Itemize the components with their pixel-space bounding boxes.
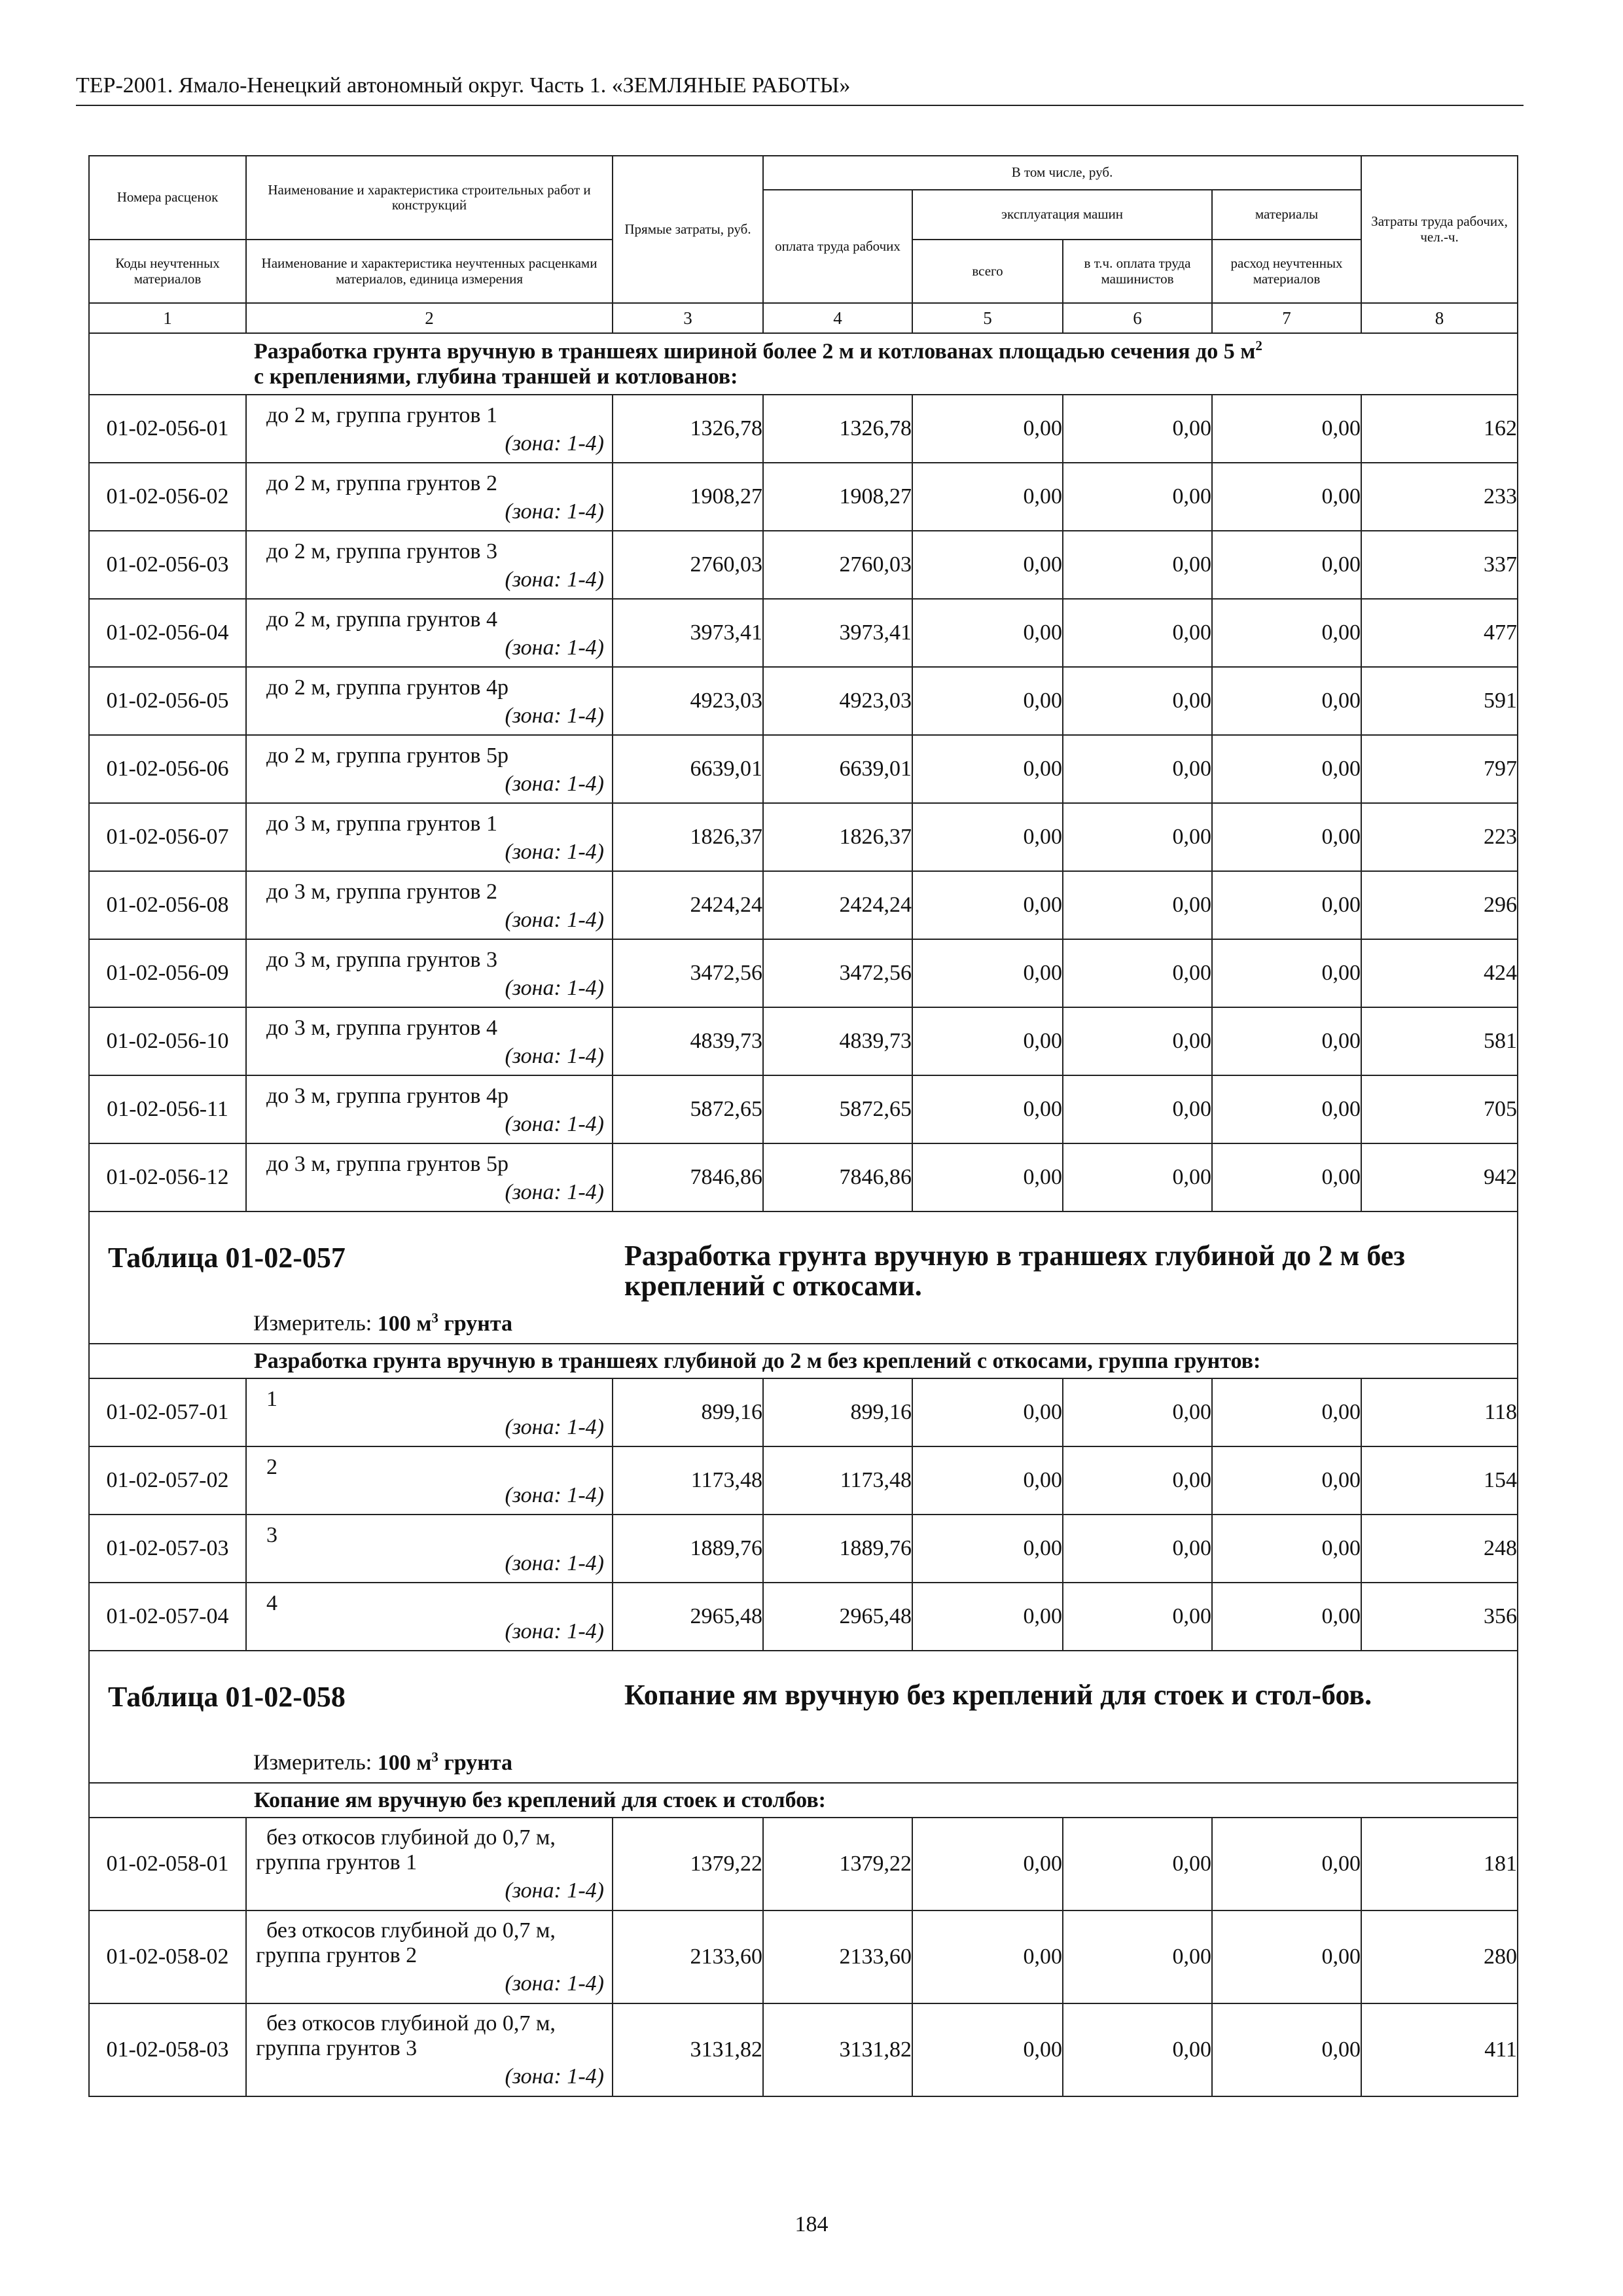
- col-header-machine-operation: эксплуатация машин: [912, 190, 1212, 240]
- col-number: 4: [763, 303, 912, 333]
- zone-label: (зона: 1-4): [505, 908, 604, 933]
- work-name: до 2 м, группа грунтов 3: [266, 539, 497, 564]
- work-name: без откосов глубиной до 0,7 м, группа грунтов 1: [256, 1825, 556, 1874]
- table-title: Копание ям вручную без креплений для стоек и стол-бов.: [624, 1678, 1372, 1711]
- machines-total: 0,00: [912, 939, 1063, 1007]
- direct-costs: 6639,01: [613, 735, 763, 803]
- labor-pay: 1379,22: [763, 1818, 912, 1910]
- unaccounted-materials: 0,00: [1212, 1910, 1361, 2003]
- machinist-pay: 0,00: [1063, 1378, 1212, 1446]
- work-name: до 2 м, группа грунтов 4: [266, 607, 497, 632]
- machinist-pay: 0,00: [1063, 803, 1212, 871]
- direct-costs: 3973,41: [613, 599, 763, 667]
- machinist-pay: 0,00: [1063, 395, 1212, 463]
- work-description: [246, 599, 613, 667]
- labor-pay: 7846,86: [763, 1143, 912, 1211]
- table-title: Разработка грунта вручную в траншеях глубиной до 2 м без креплений с откосами.: [624, 1239, 1405, 1302]
- machines-total: 0,00: [912, 667, 1063, 735]
- labor-hours: 280: [1361, 1910, 1518, 2003]
- table-caption-row: [89, 1651, 1518, 1783]
- machines-total: 0,00: [912, 531, 1063, 599]
- work-description: [246, 803, 613, 871]
- rate-code: 01-02-056-10: [89, 1007, 246, 1075]
- labor-pay: 6639,01: [763, 735, 912, 803]
- machines-total: 0,00: [912, 1515, 1063, 1583]
- work-description: [246, 1515, 613, 1583]
- machinist-pay: 0,00: [1063, 1583, 1212, 1651]
- unaccounted-materials: 0,00: [1212, 1818, 1361, 1910]
- zone-label: (зона: 1-4): [505, 1112, 604, 1137]
- unaccounted-materials: 0,00: [1212, 871, 1361, 939]
- zone-label: (зона: 1-4): [505, 2064, 604, 2089]
- zone-label: (зона: 1-4): [505, 1180, 604, 1205]
- zone-label: (зона: 1-4): [505, 976, 604, 1001]
- labor-hours: 591: [1361, 667, 1518, 735]
- work-description: [246, 2003, 613, 2096]
- labor-pay: 899,16: [763, 1378, 912, 1446]
- table-caption-057: [89, 1211, 1518, 1344]
- labor-pay: 2133,60: [763, 1910, 912, 2003]
- machines-total: 0,00: [912, 1910, 1063, 2003]
- machinist-pay: 0,00: [1063, 939, 1212, 1007]
- zone-label: (зона: 1-4): [505, 1619, 604, 1644]
- work-description: [246, 1075, 613, 1143]
- work-description: [246, 735, 613, 803]
- zone-label: (зона: 1-4): [505, 772, 604, 797]
- rate-code: 01-02-057-02: [89, 1446, 246, 1515]
- rates-table: [88, 155, 1518, 2097]
- col-number: 5: [912, 303, 1063, 333]
- labor-pay: 4839,73: [763, 1007, 912, 1075]
- labor-hours: 296: [1361, 871, 1518, 939]
- zone-label: (зона: 1-4): [505, 1878, 604, 1903]
- work-name: 4: [266, 1590, 277, 1615]
- direct-costs: 5872,65: [613, 1075, 763, 1143]
- direct-costs: 899,16: [613, 1378, 763, 1446]
- direct-costs: 4923,03: [613, 667, 763, 735]
- work-description: [246, 1378, 613, 1446]
- work-name: 2: [266, 1454, 277, 1479]
- table-row: [89, 463, 1518, 531]
- machinist-pay: 0,00: [1063, 1007, 1212, 1075]
- labor-hours: 356: [1361, 1583, 1518, 1651]
- direct-costs: 1173,48: [613, 1446, 763, 1515]
- col-header-labor-hours: Затраты труда рабочих, чел.-ч.: [1361, 156, 1518, 303]
- direct-costs: 1908,27: [613, 463, 763, 531]
- col-number: 3: [613, 303, 763, 333]
- table-row: [89, 1378, 1518, 1446]
- measure-unit: [253, 1749, 512, 1775]
- labor-hours: 154: [1361, 1446, 1518, 1515]
- section-heading-058: [246, 1783, 1518, 1818]
- labor-pay: 1889,76: [763, 1515, 912, 1583]
- work-description: [246, 667, 613, 735]
- labor-hours: 581: [1361, 1007, 1518, 1075]
- labor-hours: 477: [1361, 599, 1518, 667]
- labor-hours: 942: [1361, 1143, 1518, 1211]
- col-header-material-codes: Коды неучтенных материалов: [89, 240, 246, 303]
- rate-code: 01-02-056-06: [89, 735, 246, 803]
- unaccounted-materials: 0,00: [1212, 803, 1361, 871]
- machinist-pay: 0,00: [1063, 1910, 1212, 2003]
- work-description: [246, 1583, 613, 1651]
- direct-costs: 3472,56: [613, 939, 763, 1007]
- rate-code: 01-02-057-01: [89, 1378, 246, 1446]
- zone-label: (зона: 1-4): [505, 1044, 604, 1069]
- unaccounted-materials: 0,00: [1212, 939, 1361, 1007]
- unaccounted-materials: 0,00: [1212, 463, 1361, 531]
- labor-pay: 1326,78: [763, 395, 912, 463]
- section-heading-row: [89, 1344, 1518, 1378]
- work-name: до 3 м, группа грунтов 2: [266, 879, 497, 904]
- labor-hours: 337: [1361, 531, 1518, 599]
- table-row: [89, 735, 1518, 803]
- work-description: [246, 1446, 613, 1515]
- measure-unit-tail: грунта: [438, 1750, 512, 1775]
- col-header-machines-total: всего: [912, 240, 1063, 303]
- rate-code: 01-02-056-02: [89, 463, 246, 531]
- zone-label: (зона: 1-4): [505, 1971, 604, 1996]
- measure-unit-sup: 3: [431, 1749, 438, 1765]
- unaccounted-materials: 0,00: [1212, 2003, 1361, 2096]
- col-number: 7: [1212, 303, 1361, 333]
- work-name: до 3 м, группа грунтов 5р: [266, 1151, 508, 1176]
- labor-hours: 118: [1361, 1378, 1518, 1446]
- measure-unit: [253, 1310, 512, 1336]
- labor-pay: 1826,37: [763, 803, 912, 871]
- rate-code: 01-02-056-09: [89, 939, 246, 1007]
- measure-unit-tail: грунта: [438, 1311, 512, 1336]
- work-description: [246, 1818, 613, 1910]
- machinist-pay: 0,00: [1063, 871, 1212, 939]
- table-row: [89, 803, 1518, 871]
- work-name: без откосов глубиной до 0,7 м, группа грунтов 3: [256, 2011, 556, 2060]
- machinist-pay: 0,00: [1063, 667, 1212, 735]
- direct-costs: 2133,60: [613, 1910, 763, 2003]
- direct-costs: 4839,73: [613, 1007, 763, 1075]
- machines-total: 0,00: [912, 395, 1063, 463]
- work-description: [246, 463, 613, 531]
- machines-total: 0,00: [912, 1818, 1063, 1910]
- work-name: до 3 м, группа грунтов 4р: [266, 1083, 508, 1108]
- zone-label: (зона: 1-4): [505, 567, 604, 592]
- measure-label: Измеритель:: [253, 1311, 378, 1336]
- machines-total: 0,00: [912, 735, 1063, 803]
- labor-pay: 1173,48: [763, 1446, 912, 1515]
- direct-costs: 2760,03: [613, 531, 763, 599]
- table-row: [89, 395, 1518, 463]
- machinist-pay: 0,00: [1063, 1818, 1212, 1910]
- section-heading-text: Копание ям вручную без креплений для стоек и столбов:: [254, 1787, 827, 1812]
- work-description: [246, 1910, 613, 2003]
- section-heading-text: с креплениями, глубина траншей и котлованов:: [254, 365, 738, 389]
- zone-label: (зона: 1-4): [505, 1483, 604, 1508]
- machinist-pay: 0,00: [1063, 1075, 1212, 1143]
- unaccounted-materials: 0,00: [1212, 1583, 1361, 1651]
- measure-value: [378, 1751, 512, 1775]
- table-row: [89, 1007, 1518, 1075]
- labor-pay: 3472,56: [763, 939, 912, 1007]
- rate-code: 01-02-056-05: [89, 667, 246, 735]
- section-spacer: [89, 333, 246, 395]
- work-name: до 3 м, группа грунтов 1: [266, 811, 497, 836]
- zone-label: (зона: 1-4): [505, 1551, 604, 1576]
- unaccounted-materials: 0,00: [1212, 1143, 1361, 1211]
- table-row: [89, 2003, 1518, 2096]
- machines-total: 0,00: [912, 2003, 1063, 2096]
- table-row: [89, 1143, 1518, 1211]
- table-row: [89, 1075, 1518, 1143]
- work-name: до 2 м, группа грунтов 2: [266, 471, 497, 495]
- work-description: [246, 531, 613, 599]
- table-caption-row: [89, 1211, 1518, 1344]
- zone-label: (зона: 1-4): [505, 1415, 604, 1440]
- machinist-pay: 0,00: [1063, 1515, 1212, 1583]
- direct-costs: 3131,82: [613, 2003, 763, 2096]
- section-heading-056: [246, 333, 1518, 395]
- labor-pay: 5872,65: [763, 1075, 912, 1143]
- section-heading-057: [246, 1344, 1518, 1378]
- labor-pay: 2760,03: [763, 531, 912, 599]
- table-number: Таблица 01-02-058: [108, 1680, 346, 1713]
- labor-pay: 1908,27: [763, 463, 912, 531]
- machinist-pay: 0,00: [1063, 735, 1212, 803]
- machinist-pay: 0,00: [1063, 463, 1212, 531]
- direct-costs: 2965,48: [613, 1583, 763, 1651]
- rate-code: 01-02-057-03: [89, 1515, 246, 1583]
- work-name: до 2 м, группа грунтов 4р: [266, 675, 508, 700]
- machines-total: 0,00: [912, 1446, 1063, 1515]
- rate-code: 01-02-056-03: [89, 531, 246, 599]
- col-number: 1: [89, 303, 246, 333]
- machines-total: 0,00: [912, 1583, 1063, 1651]
- labor-hours: 248: [1361, 1515, 1518, 1583]
- section-heading-text: Разработка грунта вручную в траншеях глубиной до 2 м без креплений с откосами, группа грунтов:: [254, 1348, 1261, 1373]
- unaccounted-materials: 0,00: [1212, 667, 1361, 735]
- labor-pay: 3131,82: [763, 2003, 912, 2096]
- measure-unit-sup: 3: [431, 1310, 438, 1326]
- measure-value: [378, 1312, 512, 1336]
- rate-code: 01-02-056-01: [89, 395, 246, 463]
- section-spacer: [89, 1344, 246, 1378]
- measure-label: Измеритель:: [253, 1750, 378, 1775]
- machinist-pay: 0,00: [1063, 1143, 1212, 1211]
- section-spacer: [89, 1783, 246, 1818]
- table-row: [89, 1583, 1518, 1651]
- measure-unit-text: 100 м: [377, 1750, 432, 1775]
- rate-code: 01-02-058-03: [89, 2003, 246, 2096]
- col-header-work-name: Наименование и характеристика строительных работ и конструкций: [246, 156, 613, 240]
- col-header-including: В том числе, руб.: [763, 156, 1361, 190]
- rate-code: 01-02-056-08: [89, 871, 246, 939]
- unaccounted-materials: 0,00: [1212, 1378, 1361, 1446]
- zone-label: (зона: 1-4): [505, 636, 604, 660]
- col-header-machinist-pay: в т.ч. оплата труда машинистов: [1063, 240, 1212, 303]
- labor-hours: 411: [1361, 2003, 1518, 2096]
- rate-code: 01-02-056-04: [89, 599, 246, 667]
- col-header-materials: материалы: [1212, 190, 1361, 240]
- table-row: [89, 667, 1518, 735]
- col-header-labor-pay: оплата труда рабочих: [763, 190, 912, 303]
- work-name: до 2 м, группа грунтов 5р: [266, 743, 508, 768]
- work-description: [246, 395, 613, 463]
- col-header-rate-number: Номера расценок: [89, 156, 246, 240]
- table-row: [89, 599, 1518, 667]
- table-row: [89, 1446, 1518, 1515]
- zone-label: (зона: 1-4): [505, 499, 604, 524]
- table-row: [89, 531, 1518, 599]
- work-name: 1: [266, 1386, 277, 1411]
- machines-total: 0,00: [912, 463, 1063, 531]
- labor-pay: 2965,48: [763, 1583, 912, 1651]
- zone-label: (зона: 1-4): [505, 704, 604, 728]
- col-number: 6: [1063, 303, 1212, 333]
- work-description: [246, 1007, 613, 1075]
- table-row: [89, 1910, 1518, 2003]
- unaccounted-materials: 0,00: [1212, 531, 1361, 599]
- col-header-material-names: Наименование и характеристика неучтенных расценками материалов, единица измерения: [246, 240, 613, 303]
- section-heading-sup: 2: [1255, 338, 1262, 353]
- table-caption-058: [89, 1651, 1518, 1783]
- labor-hours: 424: [1361, 939, 1518, 1007]
- labor-pay: 4923,03: [763, 667, 912, 735]
- labor-hours: 233: [1361, 463, 1518, 531]
- labor-hours: 705: [1361, 1075, 1518, 1143]
- page-number: 184: [794, 2212, 829, 2236]
- section-heading-row: [89, 1783, 1518, 1818]
- machinist-pay: 0,00: [1063, 2003, 1212, 2096]
- rate-code: 01-02-056-12: [89, 1143, 246, 1211]
- machines-total: 0,00: [912, 803, 1063, 871]
- unaccounted-materials: 0,00: [1212, 1007, 1361, 1075]
- work-name: 3: [266, 1522, 277, 1547]
- rate-code: 01-02-056-07: [89, 803, 246, 871]
- header-divider: [76, 105, 1524, 106]
- direct-costs: 1889,76: [613, 1515, 763, 1583]
- col-header-unaccounted-materials: расход неучтенных материалов: [1212, 240, 1361, 303]
- machinist-pay: 0,00: [1063, 531, 1212, 599]
- labor-hours: 162: [1361, 395, 1518, 463]
- machines-total: 0,00: [912, 871, 1063, 939]
- direct-costs: 7846,86: [613, 1143, 763, 1211]
- table-row: [89, 871, 1518, 939]
- measure-unit-text: 100 м: [377, 1311, 432, 1336]
- direct-costs: 1326,78: [613, 395, 763, 463]
- section-heading-text: Разработка грунта вручную в траншеях шириной более 2 м и котлованах площадью сечения до 5 м: [254, 339, 1256, 364]
- rate-code: 01-02-057-04: [89, 1583, 246, 1651]
- table-number: Таблица 01-02-057: [108, 1241, 346, 1274]
- work-name: до 3 м, группа грунтов 4: [266, 1015, 497, 1040]
- table-row: [89, 1818, 1518, 1910]
- col-header-direct-costs: Прямые затраты, руб.: [613, 156, 763, 303]
- unaccounted-materials: 0,00: [1212, 1515, 1361, 1583]
- work-name: без откосов глубиной до 0,7 м, группа грунтов 2: [256, 1918, 556, 1967]
- unaccounted-materials: 0,00: [1212, 1446, 1361, 1515]
- machines-total: 0,00: [912, 1075, 1063, 1143]
- labor-hours: 181: [1361, 1818, 1518, 1910]
- table-row: [89, 939, 1518, 1007]
- machines-total: 0,00: [912, 1378, 1063, 1446]
- work-name: до 3 м, группа грунтов 3: [266, 947, 497, 972]
- work-name: до 2 м, группа грунтов 1: [266, 403, 497, 427]
- unaccounted-materials: 0,00: [1212, 395, 1361, 463]
- rate-code: 01-02-058-01: [89, 1818, 246, 1910]
- unaccounted-materials: 0,00: [1212, 1075, 1361, 1143]
- labor-pay: 2424,24: [763, 871, 912, 939]
- running-header: ТЕР-2001. Ямало-Ненецкий автономный округ. Часть 1. «ЗЕМЛЯНЫЕ РАБОТЫ»: [76, 73, 851, 98]
- machinist-pay: 0,00: [1063, 599, 1212, 667]
- labor-hours: 797: [1361, 735, 1518, 803]
- direct-costs: 1379,22: [613, 1818, 763, 1910]
- direct-costs: 1826,37: [613, 803, 763, 871]
- col-number: 8: [1361, 303, 1518, 333]
- work-description: [246, 939, 613, 1007]
- unaccounted-materials: 0,00: [1212, 599, 1361, 667]
- rate-code: 01-02-056-11: [89, 1075, 246, 1143]
- machinist-pay: 0,00: [1063, 1446, 1212, 1515]
- zone-label: (зона: 1-4): [505, 840, 604, 865]
- zone-label: (зона: 1-4): [505, 431, 604, 456]
- labor-hours: 223: [1361, 803, 1518, 871]
- table-row: [89, 1515, 1518, 1583]
- rate-code: 01-02-058-02: [89, 1910, 246, 2003]
- machines-total: 0,00: [912, 599, 1063, 667]
- col-number: 2: [246, 303, 613, 333]
- work-description: [246, 871, 613, 939]
- machines-total: 0,00: [912, 1143, 1063, 1211]
- direct-costs: 2424,24: [613, 871, 763, 939]
- unaccounted-materials: 0,00: [1212, 735, 1361, 803]
- work-description: [246, 1143, 613, 1211]
- labor-pay: 3973,41: [763, 599, 912, 667]
- machines-total: 0,00: [912, 1007, 1063, 1075]
